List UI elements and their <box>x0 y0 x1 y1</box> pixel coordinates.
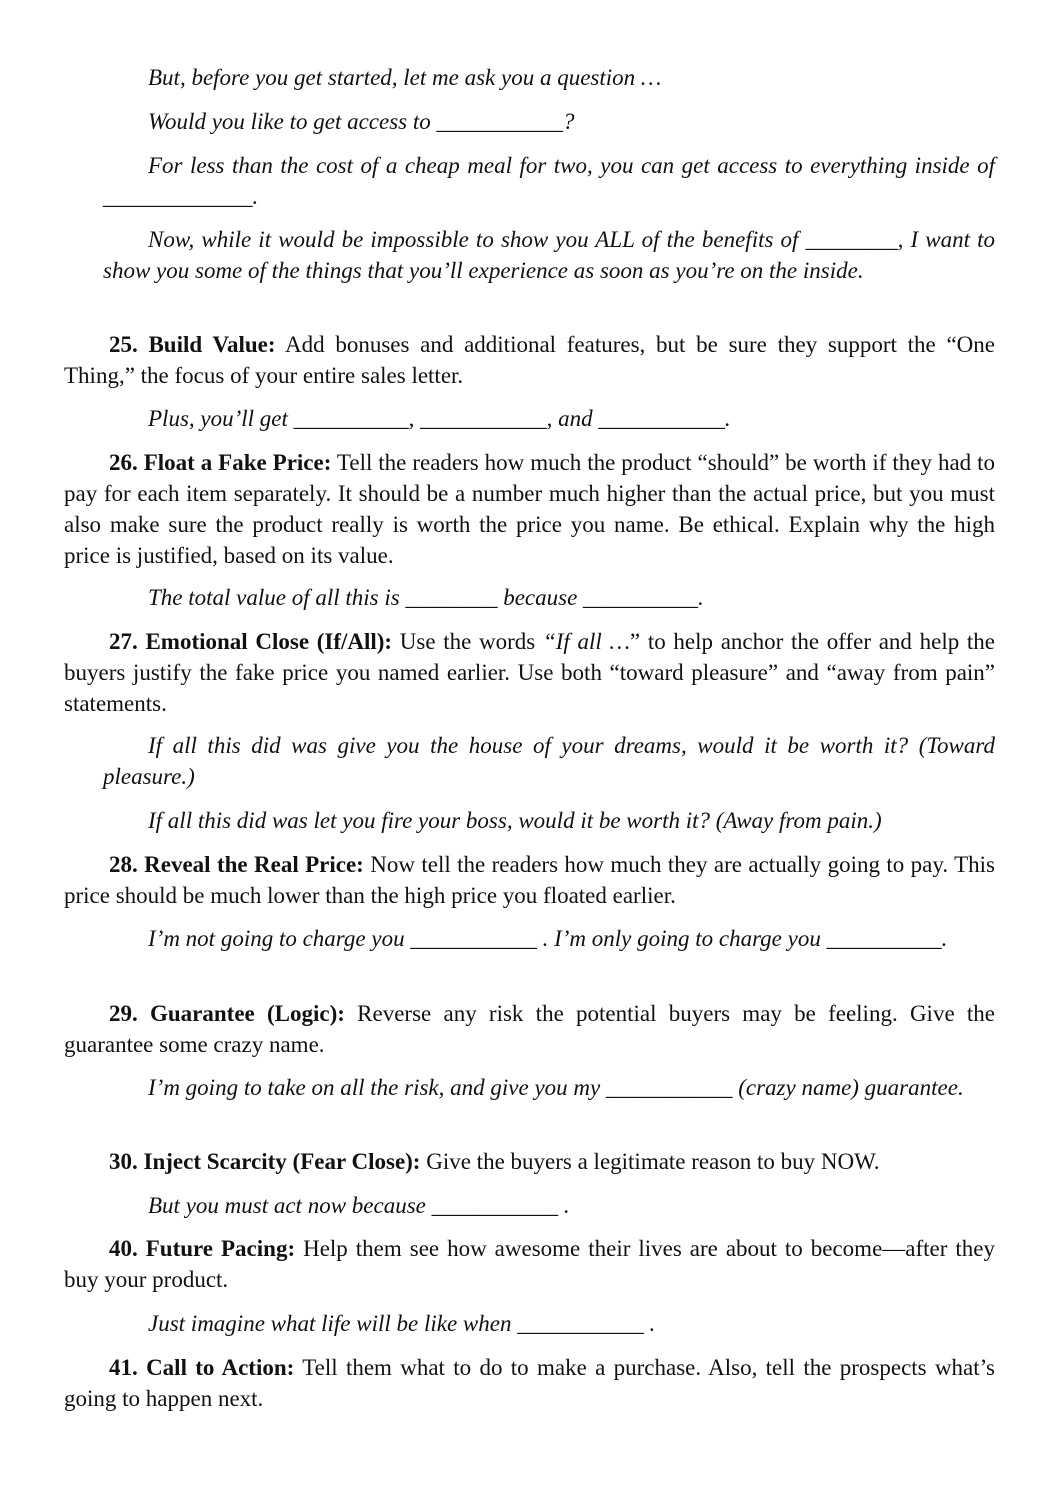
step-27-quote-open: “ <box>542 629 556 654</box>
step-27-body-italic: If all … <box>555 629 630 654</box>
step-25-build-value <box>64 329 995 391</box>
step-40-body: Help them see how awesome their lives are about to become—after they buy your product. <box>64 1236 995 1292</box>
step-30-scarcity <box>64 1146 995 1177</box>
step-28-real-price <box>64 849 995 911</box>
step-26-body: Tell the readers how much the product “should” be worth if they had to pay for each item separately. It should be a number much higher than the actual price, but you must also make sure the product really is worth the price you name. Be ethical. Explain why the high price is justified, based on its value. <box>64 450 995 568</box>
step-28-heading: 28. Reveal the Real Price: <box>109 852 364 877</box>
step-29-body: Reverse any risk the potential buyers may be feeling. Give the guarantee some crazy name. <box>64 1001 995 1057</box>
step-30-body: Give the buyers a legitimate reason to buy NOW. <box>420 1149 880 1174</box>
example-crazy-guarantee: I’m going to take on all the risk, and give you my ___________ (crazy name) guarantee. <box>148 1075 964 1100</box>
step-25-body: Add bonuses and additional features, but be sure they support the “One Thing,” the focus of your entire sales letter. <box>64 332 995 388</box>
step-27-emotional-close <box>64 626 995 719</box>
example-away-from-pain: If all this did was let you fire your boss, would it be worth it? (Away from pain.) <box>148 808 882 833</box>
step-40-future-pacing <box>64 1233 995 1295</box>
example-total-value: The total value of all this is ________ because __________. <box>148 585 704 610</box>
step-41-call-to-action <box>64 1352 995 1414</box>
step-27-heading: 27. Emotional Close (If/All): <box>109 629 393 654</box>
example-question-intro: But, before you get started, let me ask you a question … <box>148 65 662 90</box>
example-benefits: Now, while it would be impossible to show you ALL of the benefits of ________, I want to show you some of the things that you’ll experience as soon as you’re on the inside. <box>103 227 995 283</box>
step-25-heading: 25. Build Value: <box>109 332 276 357</box>
step-41-heading: 41. Call to Action: <box>109 1355 295 1380</box>
example-toward-pleasure: If all this did was give you the house of your dreams, would it be worth it? (Toward pleasure.) <box>103 733 995 789</box>
step-30-heading: 30. Inject Scarcity (Fear Close): <box>109 1149 421 1174</box>
step-28-body: Now tell the readers how much they are actually going to pay. This price should be much lower than the high price you floated earlier. <box>64 852 995 908</box>
step-29-heading: 29. Guarantee (Logic): <box>109 1001 345 1026</box>
example-cheap-meal: For less than the cost of a cheap meal for two, you can get access to everything inside of _____________. <box>103 153 995 209</box>
step-27-body-after: ” to help anchor the offer and help the buyers justify the fake price you named earlier. Use both “toward pleasure” and “away from pain” statements. <box>64 629 995 716</box>
example-access-question: Would you like to get access to ___________? <box>148 109 575 134</box>
example-act-now: But you must act now because ___________ . <box>148 1193 570 1218</box>
step-29-guarantee <box>64 998 995 1060</box>
step-26-heading: 26. Float a Fake Price: <box>109 450 332 475</box>
example-charge: I’m not going to charge you ___________ . I’m only going to charge you __________. <box>148 926 948 951</box>
step-27-body-before: Use the words <box>392 629 543 654</box>
step-41-body: Tell them what to do to make a purchase. Also, tell the prospects what’s going to happen next. <box>64 1355 995 1411</box>
example-imagine-life: Just imagine what life will be like when ___________ . <box>148 1311 656 1336</box>
step-26-fake-price <box>64 447 995 571</box>
step-40-heading: 40. Future Pacing: <box>109 1236 296 1261</box>
example-bonuses: Plus, you’ll get __________, ___________, and ___________. <box>148 406 731 431</box>
